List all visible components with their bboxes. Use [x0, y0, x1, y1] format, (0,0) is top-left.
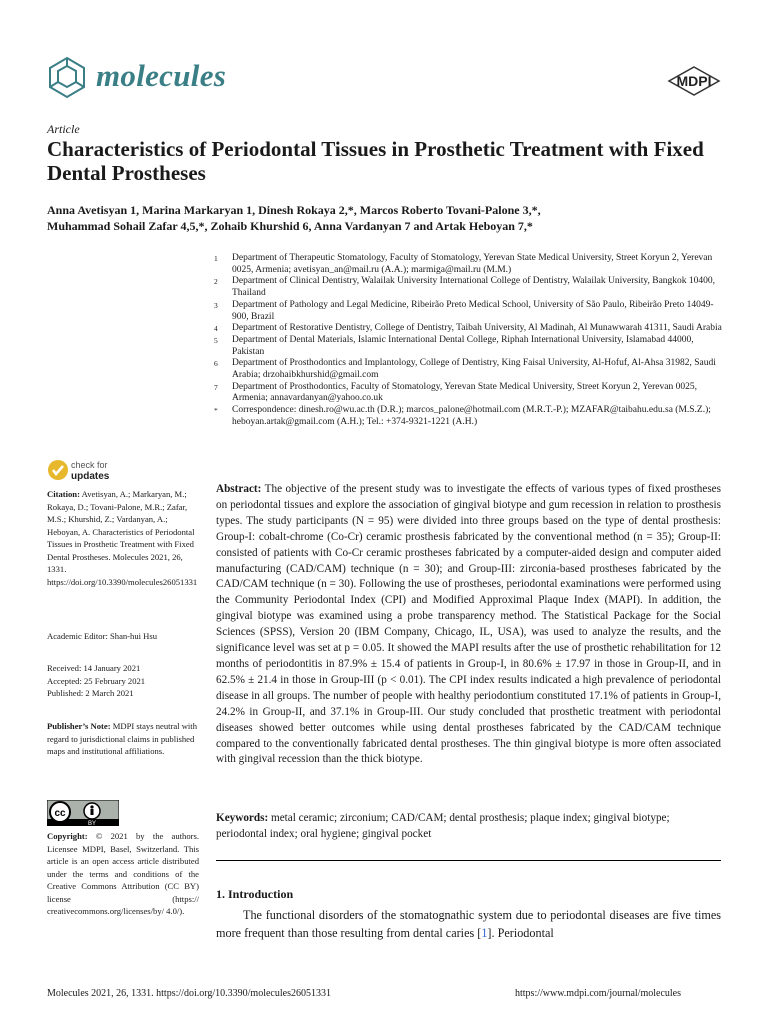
check-for-updates-badge[interactable] — [47, 456, 117, 484]
section-divider — [216, 860, 721, 861]
keywords-text: metal ceramic; zirconium; CAD/CAM; dental prosthesis; plaque index; gingival biotype; periodontal index; oral hygiene; gingival pocket — [216, 812, 670, 840]
molecules-logo-icon — [44, 54, 90, 100]
affiliation-item: 1 Department of Therapeutic Stomatology, Faculty of Stomatology, Yerevan State Medical University, Street Koryun 2, Yerevan 0025, Armenia; avetisyan_an@mail.ru (A.A.); marmiga@mail.ru (M.M.) — [214, 253, 713, 275]
abstract: Abstract: The objective of the present study was to investigate the effects of various types of fixed prostheses on periodontal tissues and explore the association of gingival biotype and gum recession in relation to prosthesis types. The study participants (N = 95) were divided into three groups based on the type of dental prosthesis: Group-I: cobalt-chrome (Co-Cr) ceramic prosthesis fabricated by the conventional method (n = 35); Group-II: consisted of patients with Co-Cr ceramic prostheses fabricated by a computer-aided design and computer aided manufacturing (CAD/CAM) technique (n = 30); and Group-III: zirconia-based prostheses fabricated by the CAD/CAM technique (n = 30). Following the use of prostheses, periodontal examinations were performed using the Community Periodontal Index (CPI) and Modified Approximal Plaque Index (MAPI). In addition, the gingival biotype was examined using a probe transparency method. The Statistical Package for the Social Sciences (SPSS), Version 20 (IBM Company, Chicago, IL, USA), was used to analyze the results, and the significance level was set at p = 0.05. It showed the MAPI results after the use of prosthetic rehabilitation for 12 months of periodontitis in 87.9% ± 15.4 of patients in Group-I, in 80.6% ± 17.97 in those in Group-II, and in 62.5% ± 21.4 in those in Group-III (p < 0.01). The CPI index results indicated a high prevalence of periodontal disease in all groups. The number of people with healthy periodontium constituted 17.1% of patients in Group-I, 24.2% in Group-II, and 37.1% in Group-III. Our study concluded that prosthetic treatment with periodontal diseases showed better outcomes while using dental prostheses fabricated by the CAD/CAM technique compared to the conventionally fabricated dental prostheses. The thin gingival biotype is more often associated with gingival recession than the thick biotype. — [216, 483, 721, 766]
mdpi-logo — [667, 66, 721, 96]
affiliation-item: 7 Department of Prosthodontics, Faculty of Stomatology, Yerevan State Medical University, Street Koryun 2, Yerevan 0025, Armenia; annavardanyan@yahoo.co.uk — [214, 381, 697, 404]
cc-by-license-icon[interactable] — [47, 800, 119, 826]
published-date: Published: 2 March 2021 — [47, 688, 134, 698]
footer-journal-url[interactable]: https://www.mdpi.com/journal/molecules — [515, 988, 681, 999]
introduction-text: The functional disorders of the stomatognathic system due to periodontal diseases are five times more frequent than those resulting from dental caries [1]. Periodontal — [216, 908, 721, 940]
affiliation-item: 2 Department of Clinical Dentistry, Walailak University International College of Dentistry, Walailak University, Bangkok 10400, Thailand — [214, 276, 716, 299]
keywords: Keywords: metal ceramic; zirconium; CAD/CAM; dental prosthesis; plaque index; gingival biotype; periodontal index; oral hygiene; gingival pocket — [216, 812, 670, 840]
citation-text: Avetisyan, A.; Markaryan, M.; Rokaya, D.; Tovani-Palone, M.R.; Zafar, M.S.; Khurshid, Z.; Vardanyan, A.; Heboyan, A. Characteristics of Periodontal Tissues in Prosthetic Treatment with Fixed Dental Prostheses. Molecules 2021, 26, 1331. https://doi.org/10.3390/molecules26051331 — [47, 489, 198, 587]
affiliation-item: * Correspondence: dinesh.ro@wu.ac.th (D.R.); marcos_palone@hotmail.com (M.R.T.-P.); MZAFAR@taibahu.edu.sa (M.S.Z.); heboyan.artak@gmail.com (A.H.); Tel.: +374-9321-1221 (A.H.) — [214, 405, 711, 427]
journal-name: molecules — [96, 58, 227, 93]
authors-line-1: Anna Avetisyan 1, Marina Markaryan 1, Dinesh Rokaya 2,*, Marcos Roberto Tovani-Palone 3,*, — [47, 203, 541, 217]
copyright-block: Copyright: © 2021 by the authors. Licensee MDPI, Basel, Switzerland. This article is an open access article distributed under the terms and conditions of the Creative Commons Attribution (CC BY) license (https:// creativecommons.org/licenses/by/ 4.0/). — [47, 831, 199, 916]
paper-title: Characteristics of Periodontal Tissues in Prosthetic Treatment with Fixed Dental Prostheses — [47, 137, 704, 185]
reference-link[interactable]: 1 — [481, 925, 488, 940]
affiliations — [214, 253, 726, 429]
footer-citation: Molecules 2021, 26, 1331. https://doi.org/10.3390/molecules26051331 — [47, 988, 331, 999]
accepted-date: Accepted: 25 February 2021 — [47, 675, 146, 686]
abstract-text: The objective of the present study was to investigate the effects of various types of fixed prostheses on periodontal tissues and explore the association of gingival biotype and gum recession in relation to prosthesis types. The study participants (N = 95) were divided into three groups based on the type of dental prosthesis: Group-I: cobalt-chrome (Co-Cr) ceramic prosthesis fabricated by the conventional method (n = 35); Group-II: consisted of patients with Co-Cr ceramic prostheses fabricated by a computer-aided design and computer aided manufacturing (CAD/CAM) technique (n = 30); and Group-III: zirconia-based prostheses fabricated by the CAD/CAM technique (n = 30). Following the use of prostheses, periodontal examinations were performed using the Community Periodontal Index (CPI) and Modified Approximal Plaque Index (MAPI). In addition, the gingival biotype was examined using a probe transparency method. The Statistical Package for the Social Sciences (SPSS), Version 20 (IBM Company, Chicago, IL, USA), was used to analyze the results, and the significance level was set at p = 0.05. It showed the MAPI results after the use of prosthetic rehabilitation for 12 months of periodontitis in 87.9% ± 15.4 of patients in Group-I, in 80.6% ± 17.97 in those in Group-II, and in 62.5% ± 21.4 in those in Group-III (p < 0.01). The CPI index results indicated a high prevalence of periodontal disease in all groups. The number of people with healthy periodontium constituted 17.1% of patients in Group-I, 24.2% in Group-II, and 37.1% in Group-III. Our study concluded that prosthetic treatment with periodontal diseases showed better outcomes while using dental prostheses fabricated by the CAD/CAM technique compared to the conventionally fabricated dental prostheses. The thin gingival biotype is more often associated with gingival recession than the thick biotype. — [216, 483, 721, 766]
citation-block: Citation: Avetisyan, A.; Markaryan, M.; Rokaya, D.; Tovani-Palone, M.R.; Zafar, M.S.; Khurshid, Z.; Vardanyan, A.; Heboyan, A. Characteristics of Periodontal Tissues in Prosthetic Treatment with Fixed Dental Prostheses. Molecules 2021, 26, 1331. https://doi.org/10.3390/molecules26051331 — [47, 489, 198, 587]
section-heading-introduction: 1. Introduction — [216, 887, 294, 901]
authors-line-2: Muhammad Sohail Zafar 4,5,*, Zohaib Khurshid 6, Anna Vardanyan 7 and Artak Heboyan 7,* — [47, 219, 533, 233]
dates-block — [47, 662, 199, 700]
affiliation-item: 4 Department of Restorative Dentistry, College of Dentistry, Taibah University, Al Madinah, Al Munawwarah 41311, Saudi Arabia — [214, 323, 722, 334]
publisher-note: Publisher’s Note: MDPI stays neutral with regard to jurisdictional claims in published maps and institutional affiliations. — [47, 721, 197, 756]
svg-text:BY: BY — [87, 821, 97, 826]
svg-text:check for: check for — [71, 460, 108, 470]
affiliation-item: 3 Department of Pathology and Legal Medicine, Ribeirão Preto Medical School, University of São Paulo, Ribeirão Preto 14049-900, Brazil — [214, 299, 714, 322]
svg-text:cc: cc — [54, 808, 66, 819]
received-date: Received: 14 January 2021 — [47, 663, 141, 673]
article-type: Article — [47, 122, 80, 136]
affiliation-item: 6 Department of Prosthodontics and Implantology, College of Dentistry, King Faisal University, Al-Hofuf, Al-Ahsa 31982, Saudi Arabia; drzohaibkhurshid@gmail.com — [214, 358, 716, 381]
svg-text:updates: updates — [71, 471, 110, 482]
academic-editor: Academic Editor: Shan-hui Hsu — [47, 631, 158, 641]
publisher-name: MDPI — [676, 73, 712, 89]
affiliation-item: 5 Department of Dental Materials, Islamic International Dental College, Riphah International University, Islamabad 44000, Pakistan — [214, 334, 694, 357]
author-list — [47, 202, 727, 234]
